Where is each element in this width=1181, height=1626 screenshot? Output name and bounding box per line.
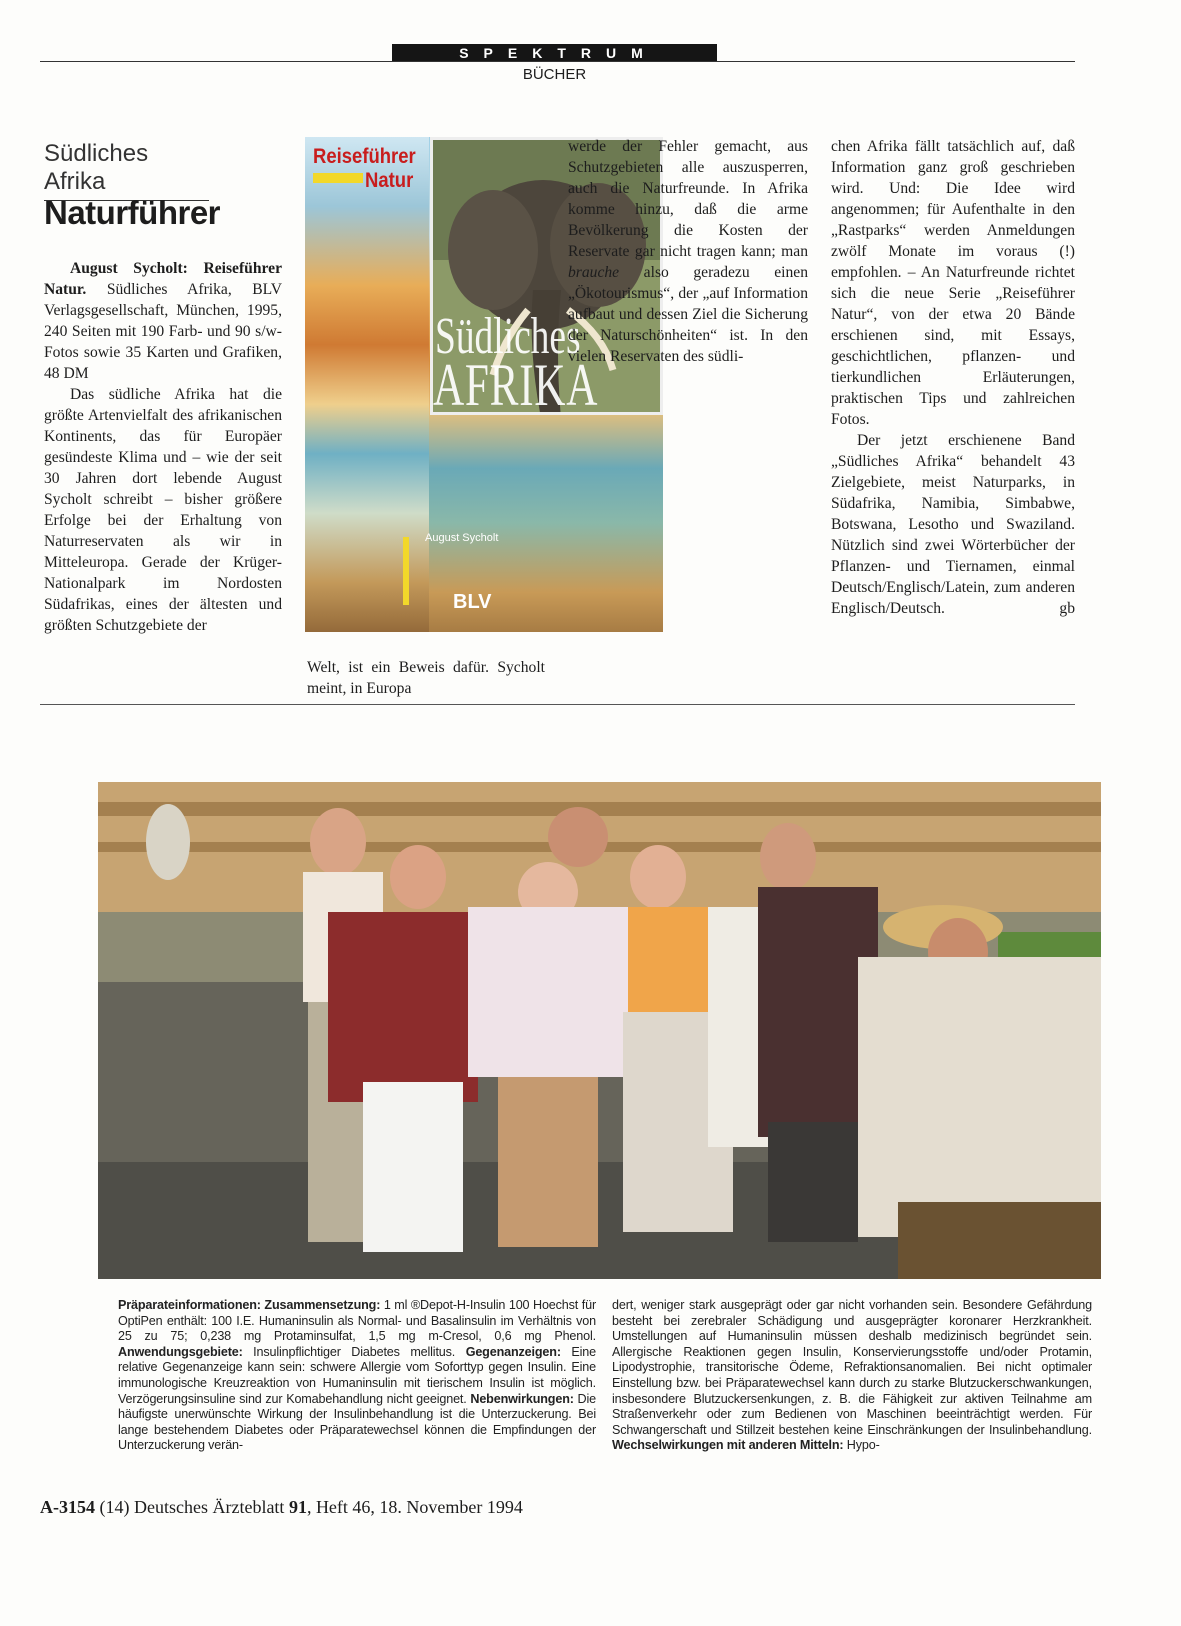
cover-series-line2: Natur [365, 169, 414, 192]
article-paragraph: chen Afrika fällt tatsächlich auf, daß Information ganz groß geschrieben wird. Und: Die Idee wird angenommen; für Aufenthalte in den „Rastparks“ werden Anmeldungen zwölf Monate im voraus (!) empfohlen. – An Naturfreunde richtet sich die neue Serie „Reiseführer Natur“, von der etwa 20 Bände erschienen sind, mit Essays, geschichtlichen, pflanzen- und tierkundlichen Erläuterungen, praktischen Tips und zahlreichen Fotos. [831, 138, 1075, 428]
journal-date: , Heft 46, 18. November 1994 [306, 1497, 523, 1517]
text-span: also geradezu einen „Ökotourismus“, der „auf Information aufbaut und dessen Ziel die Sicherung der Naturschönheiten“ ist. In den vielen Reservaten des südli- [568, 264, 808, 365]
article-column-4 [831, 136, 1075, 619]
article-kicker: Südliches Afrika [44, 140, 209, 201]
group-photo [98, 782, 1101, 1279]
cover-publisher-logo: BLV [453, 591, 492, 613]
author-signature: gb [1059, 600, 1075, 617]
article-paragraph: Das südliche Afrika hat die größte Artenvielfalt des afrikanischen Kontinents, das für Europäer gesündeste Klima und – wie der seit 30 Jahren dort lebende August Sycholt schreibt – bisher größere Erfolge bei der Erhaltung von Naturreservaten als wir in Mitteleuropa. Gerade der Krüger-Nationalpark im Nordosten Südafrikas, eines der ältesten und größten Schutzgebiete der [44, 386, 282, 634]
article-paragraph: Der jetzt erschienene Band „Südliches Afrika“ behandelt 43 Zielgebiete, meist Naturparks, in Südafrika, Namibia, Simbabwe, Botswana, Lesotho und Swaziland. Nützlich sind zwei Wörterbücher der Pflanzen- und Tiernamen, einmal Deutsch/Englisch/Latein, zum anderen Englisch/Deutsch. [831, 432, 1075, 617]
cover-title-line2: AFRIKA [433, 352, 599, 418]
section-label: SPEKTRUM [392, 44, 717, 62]
page-footer [40, 1497, 523, 1518]
article-column-1 [44, 258, 282, 636]
journal-volume: 91 [288, 1497, 307, 1517]
product-info-text: Präparateinformationen: Zusammensetzung: 1 ml ®Depot-H-Insulin 100 Hoechst für OptiPen enthält: 100 I.E. Humaninsulin als Normal- und Basalinsulin im Verhältnis von 25 zu 75; 0,238 mg Protaminsulfat, 1,5 mg m-Cresol, 0,6 mg Phenol. Anwendungsgebiete: Insulinpflichtiger Diabetes mellitus. Gegenanzeigen: Eine relative Gegenanzeige kann sein: schwere Allergie vom Soforttyp gegen Insulin. Eine immunologische Kreuzreaktion von Humaninsulin mit tierischem Insulin ist möglich. Verzögerungsinsuline sind zur Komabehandlung nicht geeignet. Nebenwirkungen: Die häufigste unerwünschte Wirkung der Insulinbehandlung ist die Unterzuckerung. Bei lange bestehendem Diabetes oder Präparatewechsel können die Empfindungen der Unterzuckerung verän- [118, 1298, 596, 1453]
cover-yellow-stripe [403, 537, 409, 605]
bibliography-bold: August Sycholt: Reiseführer Natur. [44, 260, 282, 298]
cover-yellow-bar [313, 173, 363, 183]
cover-author: August Sycholt [425, 532, 499, 544]
header-rule [40, 61, 1075, 62]
article-paragraph: Welt, ist ein Beweis dafür. Sycholt meint, in Europa [307, 659, 545, 697]
section-divider [40, 704, 1075, 705]
article-headline: Naturführer [44, 194, 221, 231]
article-column-2 [307, 657, 545, 699]
cover-title-line1: Südliches [435, 308, 581, 365]
emphasis: brauche [568, 264, 620, 281]
article-column-3 [568, 136, 808, 367]
bibliography-details: Südliches Afrika, BLV Verlagsgesellschaft, München, 1995, 240 Seiten mit 190 Farb- und 90 s/w-Fotos sowie 35 Karten und Grafiken, 48 DM [44, 281, 282, 382]
page-number: A-3154 [40, 1497, 95, 1517]
subsection-label: BÜCHER [522, 66, 587, 83]
cover-series-line1: Reiseführer [313, 145, 416, 168]
journal-issue: (14) Deutsches Ärzteblatt [95, 1497, 289, 1517]
group-photo-illustration [98, 782, 1101, 1279]
product-info-column-2 [612, 1298, 1092, 1454]
product-info-column-1 [118, 1298, 596, 1454]
text-span: werde der Fehler gemacht, aus Schutzgebieten alle auszusperren, auch die Naturfreunde. In Afrika komme hinzu, daß die arme Bevölkerung die Kosten der Reservate gar nicht tragen kann; man [568, 138, 808, 260]
cover-landscape-band [305, 137, 429, 632]
product-info-text: dert, weniger stark ausgeprägt oder gar nicht vorhanden sein. Besondere Gefährdung besteht bei zerebraler Schädigung und ausgeprägter koronarer Herzkrankheit. Umstellungen auf Humaninsulin müssen deshalb medizinisch begründet sein. Allergische Reaktionen gegen Insulin, Konservierungsstoffe und/oder Protamin, Lipodystrophie, transitorische Ödeme, Refraktionsanomalien. Bei nicht optimaler Einstellung bzw. bei Präparatewechsel kann durch zu starke Blutzuckerschwankungen, insbesondere Blutzuckersenkungen, z. B. die Fähigkeit zur aktiven Teilnahme am Straßenverkehr oder zum Bedienen von Maschinen beeinträchtigt werden. Für Schwangerschaft und Stillzeit bestehen keine Einschränkungen der Insulinbehandlung. Wechselwirkungen mit anderen Mitteln: Hypo- [612, 1298, 1092, 1453]
